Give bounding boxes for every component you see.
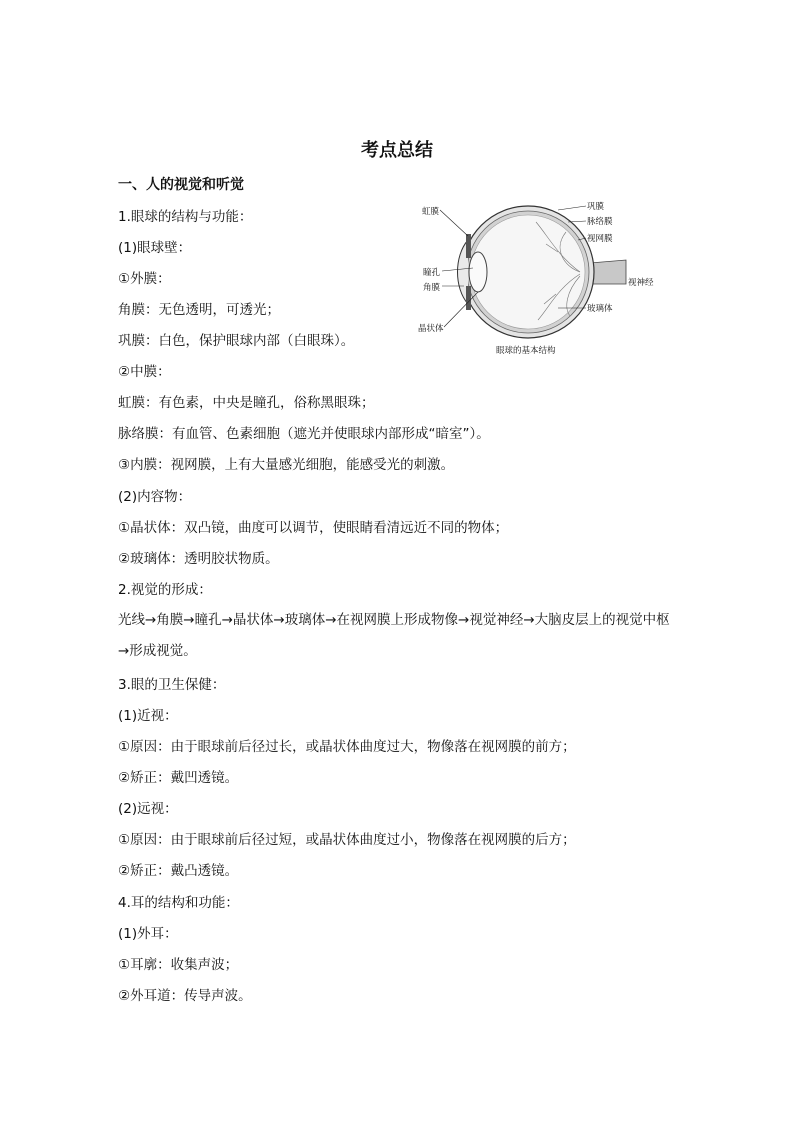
- text-line: 脉络膜：有血管、色素细胞（遮光并使眼球内部形成“暗室”）。: [118, 426, 490, 442]
- text-line: ①外膜：: [118, 271, 171, 287]
- label-sclera: 巩膜: [587, 202, 605, 212]
- page-title: 考点总结: [361, 140, 433, 161]
- label-iris: 虹膜: [422, 207, 440, 217]
- text-line: ②中膜：: [118, 364, 171, 380]
- text-line: ①原因：由于眼球前后径过长，或晶状体曲度过大，物像落在视网膜的前方；: [118, 739, 576, 755]
- iris-top-shape: [466, 234, 471, 258]
- iris-bottom-shape: [466, 286, 471, 310]
- text-line: 2.视觉的形成：: [118, 582, 212, 598]
- text-line: ③内膜：视网膜，上有大量感光细胞，能感受光的刺激。: [118, 457, 455, 473]
- text-line: (1)眼球壁：: [118, 240, 192, 256]
- text-paragraph: 光线→角膜→瞳孔→晶状体→玻璃体→在视网膜上形成物像→视觉神经→大脑皮层上的视觉中枢→形成视觉。: [118, 612, 670, 659]
- eye-structure-figure: [418, 196, 668, 356]
- text-line: 4.耳的结构和功能：: [118, 895, 239, 911]
- text-line: 巩膜：白色，保护眼球内部（白眼珠）。: [118, 333, 355, 349]
- text-line: ②矫正：戴凸透镜。: [118, 863, 239, 879]
- text-line: (1)外耳：: [118, 926, 178, 942]
- text-line: 3.眼的卫生保健：: [118, 677, 226, 693]
- label-cornea: 角膜: [423, 283, 441, 293]
- label-choroid: 脉络膜: [587, 217, 613, 227]
- label-optic-nerve: 视神经: [628, 278, 654, 288]
- text-line: 1.眼球的结构与功能：: [118, 209, 253, 225]
- eye-diagram: [418, 196, 668, 356]
- text-line: (2)远视：: [118, 801, 178, 817]
- label-retina: 视网膜: [587, 234, 613, 244]
- text-line: ①原因：由于眼球前后径过短，或晶状体曲度过小，物像落在视网膜的后方；: [118, 832, 576, 848]
- text-line: ①晶状体：双凸镜，曲度可以调节，使眼睛看清远近不同的物体；: [118, 520, 509, 536]
- text-line: ①耳廓：收集声波；: [118, 957, 239, 973]
- text-line: ②外耳道：传导声波。: [118, 988, 252, 1004]
- text-line: 虹膜：有色素，中央是瞳孔，俗称黑眼珠；: [118, 395, 375, 411]
- label-pupil: 瞳孔: [423, 268, 441, 278]
- label-lens: 晶状体: [418, 324, 444, 334]
- text-line: (2)内容物：: [118, 489, 192, 505]
- lens-shape: [469, 252, 487, 292]
- text-line: 角膜：无色透明，可透光；: [118, 302, 280, 318]
- label-vitreous: 玻璃体: [587, 304, 613, 314]
- figure-caption: 眼球的基本结构: [496, 346, 556, 356]
- text-line: ②玻璃体：透明胶状物质。: [118, 551, 279, 567]
- text-line: (1)近视：: [118, 708, 178, 724]
- text-line: ②矫正：戴凹透镜。: [118, 770, 239, 786]
- section-heading: 一、人的视觉和听觉: [118, 177, 244, 193]
